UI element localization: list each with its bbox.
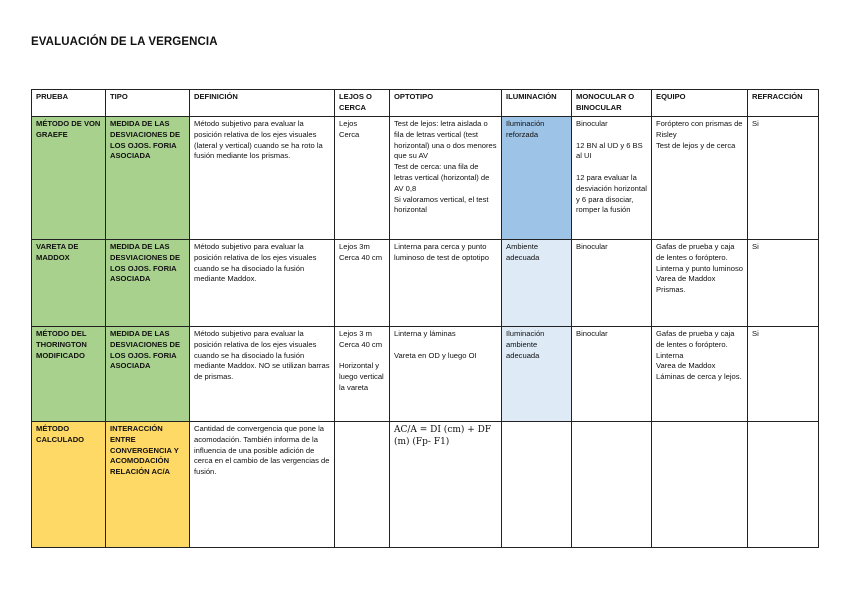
cell-iluminacion: Iluminación reforzada: [502, 117, 572, 240]
document-title: EVALUACIÓN DE LA VERGENCIA: [31, 36, 218, 48]
cell-optotipo: Linterna y láminas Vareta en OD y luego OI: [390, 327, 502, 422]
cell-optotipo: Test de lejos: letra aislada o fila de letras vertical (test horizontal) una o dos menores que su AV Test de cerca: una fila de letras vertical (horizontal) de AV 0,8 Si valoramos vertical, el test horizontal: [390, 117, 502, 240]
header-distancia: LEJOS O CERCA: [335, 90, 390, 117]
header-refraccion: REFRACCIÓN: [748, 90, 819, 117]
cell-optotipo: [390, 422, 502, 548]
header-tipo: TIPO: [106, 90, 190, 117]
cell-distancia: Lejos 3m Cerca 40 cm: [335, 240, 390, 327]
cell-definicion: Cantidad de convergencia que pone la acomodación. También informa de la influencia de una posible adición de cerca en el cambio de las vergencias de fusión.: [190, 422, 335, 548]
cell-monocular: Binocular 12 BN al UD y 6 BS al UI 12 para evaluar la desviación horizontal y 6 para disociar, romper la fusión: [572, 117, 652, 240]
cell-definicion: Método subjetivo para evaluar la posición relativa de los ejes visuales cuando se ha disociado la fusión mediante Maddox.: [190, 240, 335, 327]
cell-iluminacion: [502, 422, 572, 548]
cell-tipo: MEDIDA DE LAS DESVIACIONES DE LOS OJOS. FORIA ASOCIADA: [106, 327, 190, 422]
header-prueba: PRUEBA: [32, 90, 106, 117]
header-equipo: EQUIPO: [652, 90, 748, 117]
cell-refraccion: Si: [748, 327, 819, 422]
cell-monocular: Binocular: [572, 240, 652, 327]
cell-definicion: Método subjetivo para evaluar la posición relativa de los ejes visuales cuando se ha disociado la fusión mediante Maddox. NO se utilizan barras de prismas.: [190, 327, 335, 422]
header-row: [32, 90, 819, 117]
table-row: [32, 117, 819, 240]
cell-refraccion: Si: [748, 117, 819, 240]
cell-prueba: MÉTODO DEL THORINGTON MODIFICADO: [32, 327, 106, 422]
cell-prueba: VARETA DE MADDOX: [32, 240, 106, 327]
cell-equipo: Foróptero con prismas de Risley Test de lejos y de cerca: [652, 117, 748, 240]
header-iluminacion: ILUMINACIÓN: [502, 90, 572, 117]
header-optotipo: OPTOTIPO: [390, 90, 502, 117]
cell-refraccion: [748, 422, 819, 548]
header-monocular: MONOCULAR O BINOCULAR: [572, 90, 652, 117]
cell-distancia: [335, 422, 390, 548]
vergence-table: [31, 89, 819, 548]
cell-iluminacion: Iluminación ambiente adecuada: [502, 327, 572, 422]
acа-formula: AC/A = DI (cm) + DF (m) (Fp- F1): [394, 425, 495, 447]
cell-equipo: Gafas de prueba y caja de lentes o foróptero. Linterna y punto luminoso Varea de Maddox Prismas.: [652, 240, 748, 327]
cell-distancia: Lejos 3 m Cerca 40 cm Horizontal y luego vertical la vareta: [335, 327, 390, 422]
cell-monocular: Binocular: [572, 327, 652, 422]
cell-iluminacion: Ambiente adecuada: [502, 240, 572, 327]
cell-optotipo: Linterna para cerca y punto luminoso de test de optotipo: [390, 240, 502, 327]
cell-tipo: MEDIDA DE LAS DESVIACIONES DE LOS OJOS. FORIA ASOCIADA: [106, 117, 190, 240]
table-row: [32, 422, 819, 548]
cell-prueba: MÉTODO CALCULADO: [32, 422, 106, 548]
cell-equipo: Gafas de prueba y caja de lentes o foróptero. Linterna Varea de Maddox Láminas de cerca y lejos.: [652, 327, 748, 422]
header-definicion: DEFINICIÓN: [190, 90, 335, 117]
cell-tipo: MEDIDA DE LAS DESVIACIONES DE LOS OJOS. FORIA ASOCIADA: [106, 240, 190, 327]
table-row: [32, 240, 819, 327]
cell-refraccion: Si: [748, 240, 819, 327]
cell-tipo: INTERACCIÓN ENTRE CONVERGENCIA Y ACOMODACIÓN RELACIÓN AC/A: [106, 422, 190, 548]
cell-definicion: Método subjetivo para evaluar la posición relativa de los ejes visuales (lateral y vertical) cuando se ha roto la fusión mediante los prismas.: [190, 117, 335, 240]
cell-monocular: [572, 422, 652, 548]
table-row: [32, 327, 819, 422]
cell-equipo: [652, 422, 748, 548]
cell-prueba: MÉTODO DE VON GRAEFE: [32, 117, 106, 240]
cell-distancia: Lejos Cerca: [335, 117, 390, 240]
